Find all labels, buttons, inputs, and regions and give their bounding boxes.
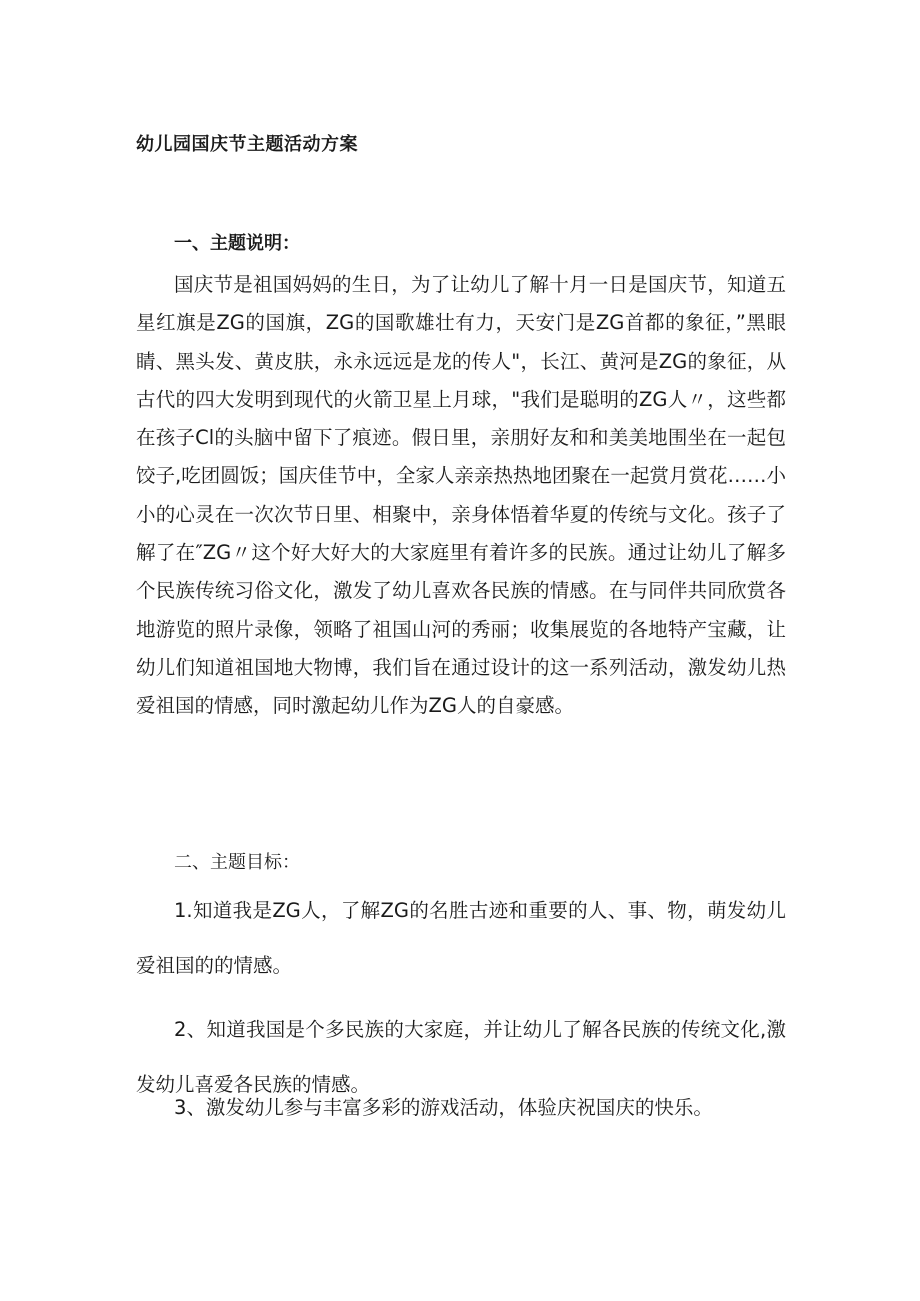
section-heading-theme-description: 一、主题说明： xyxy=(174,233,300,254)
goal-item-2: 2、知道我国是个多民族的大家庭，并让幼儿了解各民族的传统文化,激发幼儿喜爱各民族的情感。 xyxy=(136,1018,786,1096)
theme-description-paragraph: 国庆节是祖国妈妈的生日，为了让幼儿了解十月一日是国庆节，知道五星红旗是ZG的国旗，ZG的国歌雄壮有力，天安门是ZG首都的象征，”黑眼睛、黑头发、黄皮肤，永永远远是龙的传人"，长江、黄河是ZG的象征，从古代的四大发明到现代的火箭卫星上月球，"我们是聪明的ZG人〃，这些都在孩子Cl的头脑中留下了痕迹。假日里，亲朋好友和和美美地围坐在一起包饺子,吃团圆饭；国庆佳节中，全家人亲亲热热地团聚在一起赏月赏花……小小的心灵在一次次节日里、相聚中，亲身体悟着华夏的传统与文化。孩子了解了在″ZG〃这个好大好大的大家庭里有着许多的民族。通过让幼儿了解多个民族传统习俗文化，激发了幼儿喜欢各民族的情感。在与同伴共同欣赏各地游览的照片录像，领略了祖国山河的秀丽；收集展览的各地特产宝藏，让幼儿们知道祖国地大物博，我们旨在通过设计的这一系列活动，激发幼儿热爱祖国的情感，同时激起幼儿作为ZG人的自豪感。 xyxy=(136,273,786,718)
goal-item-1: 1.知道我是ZG人，了解ZG的名胜古迹和重要的人、事、物，萌发幼儿爱祖国的的情感。 xyxy=(136,899,786,977)
goal-item-3: 3、激发幼儿参与丰富多彩的游戏活动，体验庆祝国庆的快乐。 xyxy=(174,1096,713,1119)
document-title: 幼儿园国庆节主题活动方案 xyxy=(136,134,358,155)
section-heading-theme-goals: 二、主题目标： xyxy=(174,852,300,873)
